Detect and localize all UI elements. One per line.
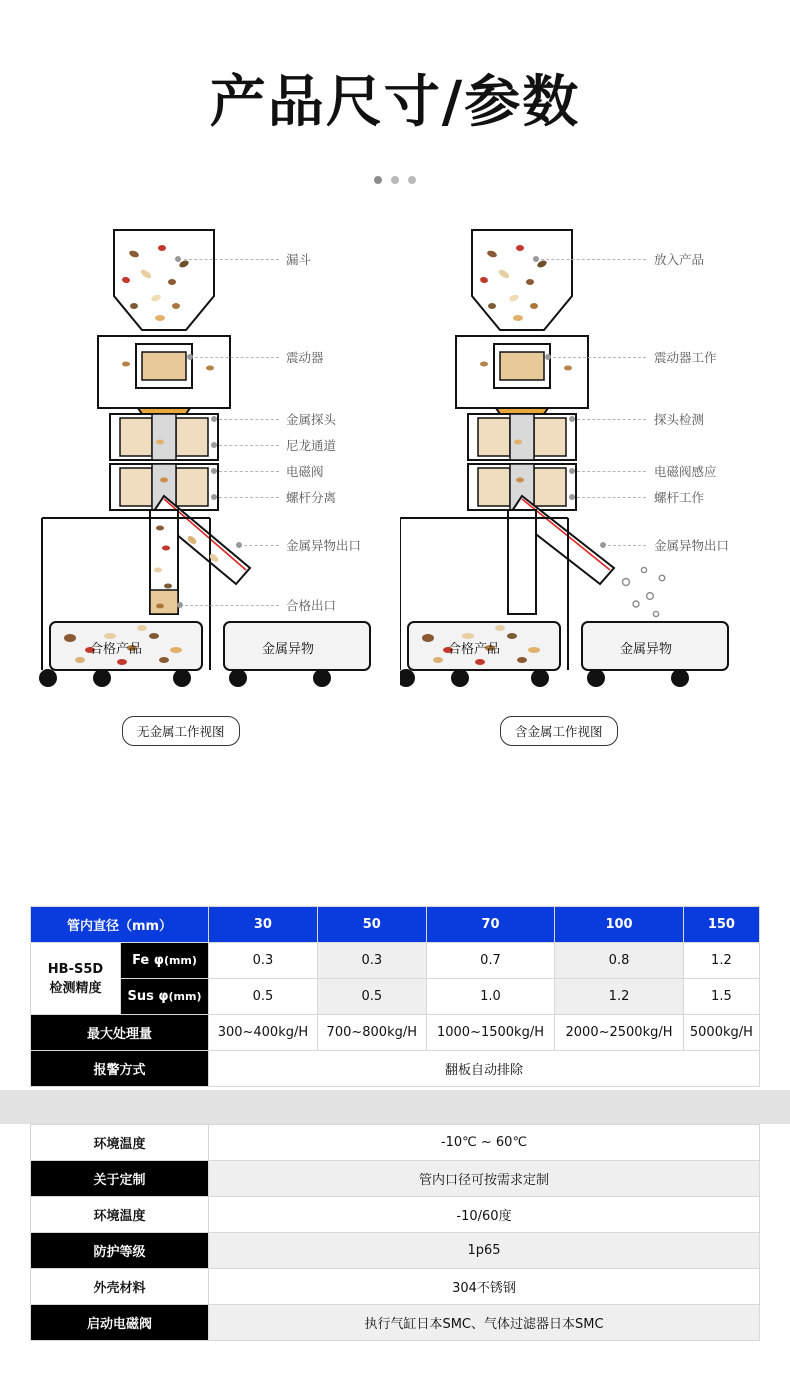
param-value-2: -10/60度 xyxy=(209,1197,760,1233)
table-row xyxy=(31,1197,760,1233)
spec-sus-1: 0.5 xyxy=(317,979,426,1015)
bin-label-good: 合格产品 xyxy=(448,642,501,657)
spec-cap-0: 300~400kg/H xyxy=(209,1015,318,1051)
param-value-5: 执行气缸日本SMC、气体过滤器日本SMC xyxy=(209,1305,760,1341)
param-label-3: 防护等级 xyxy=(31,1233,209,1269)
callout-node xyxy=(569,468,575,474)
callout-label-0: 漏斗 xyxy=(286,252,312,267)
table-row xyxy=(31,1305,760,1341)
machine-diagram-left xyxy=(14,218,374,758)
carousel-dots xyxy=(0,176,790,184)
callout-node xyxy=(211,468,217,474)
callout-lead xyxy=(195,357,279,358)
spec-row-label-sus-unit: (mm) xyxy=(168,990,202,1003)
spec-header-d1: 50 xyxy=(317,907,426,943)
machine-diagram-right xyxy=(400,218,760,758)
bin-label-metal: 金属异物 xyxy=(620,642,673,657)
section-divider-band xyxy=(0,1090,790,1124)
spec-header-d2: 70 xyxy=(426,907,555,943)
callout-lead xyxy=(184,259,279,260)
callout-node xyxy=(545,354,551,360)
callout-label-3: 电磁阀感应 xyxy=(654,464,717,479)
spec-row-label-sus-main: Sus φ xyxy=(127,989,169,1004)
callout-label-2: 金属探头 xyxy=(286,412,337,427)
callout-lead xyxy=(219,419,279,420)
table-row xyxy=(31,1125,760,1161)
spec-sus-4: 1.5 xyxy=(683,979,759,1015)
callout-lead xyxy=(608,545,646,546)
callout-node xyxy=(175,256,181,262)
spec-row-label-fe-unit: (mm) xyxy=(163,954,197,967)
param-table xyxy=(30,1124,760,1341)
callout-node xyxy=(177,602,183,608)
spec-fe-3: 0.8 xyxy=(555,943,684,979)
spec-table xyxy=(30,906,760,1087)
spec-fe-0: 0.3 xyxy=(209,943,318,979)
spec-cap-4: 5000kg/H xyxy=(683,1015,759,1051)
callout-lead xyxy=(577,471,646,472)
callout-lead xyxy=(553,357,646,358)
spec-sus-3: 1.2 xyxy=(555,979,684,1015)
callout-lead xyxy=(577,419,646,420)
callout-label-4: 螺杆工作 xyxy=(654,490,705,505)
diagram-caption-right: 含金属工作视图 xyxy=(500,716,618,746)
callout-node xyxy=(533,256,539,262)
callout-node xyxy=(600,542,606,548)
spec-capacity-label: 最大处理量 xyxy=(31,1015,209,1051)
table-row xyxy=(31,1269,760,1305)
callout-label-0: 放入产品 xyxy=(654,252,705,267)
table-row xyxy=(31,1015,760,1051)
spec-header-label: 管内直径（mm） xyxy=(31,907,209,943)
spec-model-line2: 检测精度 xyxy=(49,980,102,996)
dot-1[interactable] xyxy=(374,176,382,184)
callout-lead xyxy=(185,605,279,606)
callout-lead xyxy=(219,471,279,472)
callout-label-6: 金属异物出口 xyxy=(286,538,362,553)
spec-alarm-label: 报警方式 xyxy=(31,1051,209,1087)
spec-header-d4: 150 xyxy=(683,907,759,943)
spec-row-label-sus xyxy=(121,979,209,1015)
spec-table-wrap xyxy=(30,906,760,1087)
callout-label-1: 震动器 xyxy=(286,350,324,365)
spec-fe-2: 0.7 xyxy=(426,943,555,979)
callout-label-5: 金属异物出口 xyxy=(654,538,730,553)
bin-label-good: 合格产品 xyxy=(90,642,143,657)
callout-node xyxy=(211,442,217,448)
callout-node xyxy=(211,494,217,500)
spec-fe-4: 1.2 xyxy=(683,943,759,979)
diagram-caption-left: 无金属工作视图 xyxy=(122,716,240,746)
spec-fe-1: 0.3 xyxy=(317,943,426,979)
param-label-4: 外壳材料 xyxy=(31,1269,209,1305)
spec-model-label xyxy=(31,943,121,1015)
param-label-1: 关于定制 xyxy=(31,1161,209,1197)
callout-lead xyxy=(219,497,279,498)
callout-label-2: 探头检测 xyxy=(654,412,705,427)
callout-node xyxy=(569,416,575,422)
spec-sus-0: 0.5 xyxy=(209,979,318,1015)
spec-header-d3: 100 xyxy=(555,907,684,943)
bin-label-metal: 金属异物 xyxy=(262,642,315,657)
param-table-wrap xyxy=(30,1124,760,1341)
callout-label-3: 尼龙通道 xyxy=(286,438,337,453)
table-row xyxy=(31,979,760,1015)
table-row-header xyxy=(31,907,760,943)
callout-lead xyxy=(219,445,279,446)
callout-node xyxy=(236,542,242,548)
param-value-1: 管内口径可按需求定制 xyxy=(209,1161,760,1197)
spec-sus-2: 1.0 xyxy=(426,979,555,1015)
callout-label-7: 合格出口 xyxy=(286,598,337,613)
param-value-4: 304不锈钢 xyxy=(209,1269,760,1305)
spec-model-line1: HB-S5D xyxy=(47,961,104,977)
param-value-0: -10℃ ~ 60℃ xyxy=(209,1125,760,1161)
spec-row-label-fe-main: Fe φ xyxy=(132,953,164,968)
callout-node xyxy=(187,354,193,360)
spec-row-label-fe xyxy=(121,943,209,979)
table-row xyxy=(31,1233,760,1269)
callout-node xyxy=(211,416,217,422)
spec-cap-1: 700~800kg/H xyxy=(317,1015,426,1051)
callout-label-1: 震动器工作 xyxy=(654,350,717,365)
param-value-3: 1p65 xyxy=(209,1233,760,1269)
param-label-2: 环境温度 xyxy=(31,1197,209,1233)
table-row xyxy=(31,943,760,979)
callout-lead xyxy=(541,259,646,260)
callout-lead xyxy=(577,497,646,498)
diagram-area xyxy=(0,218,790,758)
spec-cap-2: 1000~1500kg/H xyxy=(426,1015,555,1051)
dot-3[interactable] xyxy=(408,176,416,184)
spec-cap-3: 2000~2500kg/H xyxy=(555,1015,684,1051)
page-title: 产品尺寸/参数 xyxy=(209,70,581,135)
param-label-5: 启动电磁阀 xyxy=(31,1305,209,1341)
dot-2[interactable] xyxy=(391,176,399,184)
table-row xyxy=(31,1051,760,1087)
callout-label-5: 螺杆分离 xyxy=(286,490,337,505)
spec-alarm-value: 翻板自动排除 xyxy=(209,1051,760,1087)
callout-node xyxy=(569,494,575,500)
callout-lead xyxy=(244,545,279,546)
callout-label-4: 电磁阀 xyxy=(286,464,324,479)
machine-illustration-right xyxy=(400,218,760,758)
param-label-0: 环境温度 xyxy=(31,1125,209,1161)
table-row xyxy=(31,1161,760,1197)
spec-header-d0: 30 xyxy=(209,907,318,943)
